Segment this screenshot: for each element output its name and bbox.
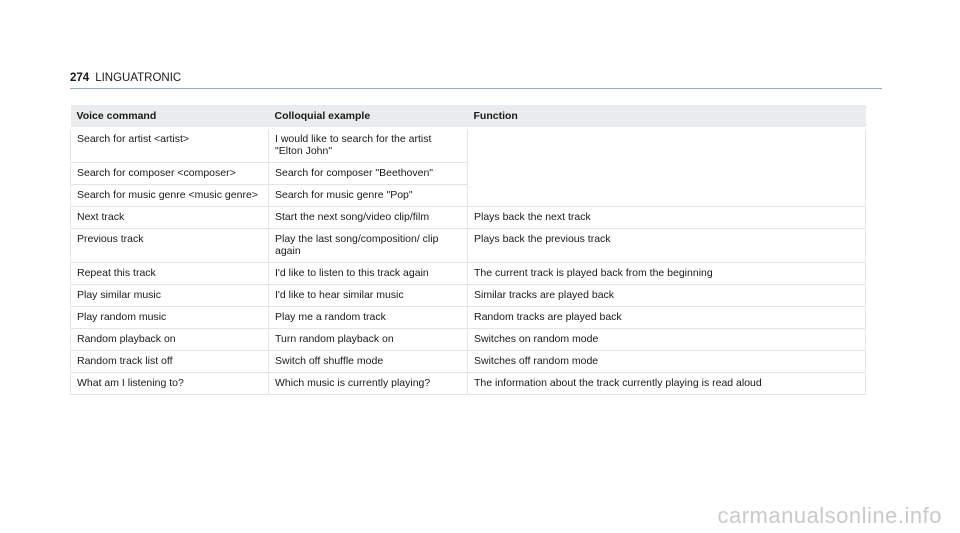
colloquial-example-cell: Start the next song/video clip/film <box>269 207 468 229</box>
table-row <box>71 128 866 163</box>
voice-command-cell: Previous track <box>71 229 269 263</box>
colloquial-example-cell: Play the last song/composition/ clip again <box>269 229 468 263</box>
function-cell: The current track is played back from the beginning <box>468 263 866 285</box>
voice-command-cell: Random playback on <box>71 329 269 351</box>
colloquial-example-cell: Play me a random track <box>269 307 468 329</box>
voice-command-cell: Next track <box>71 207 269 229</box>
voice-command-cell: What am I listening to? <box>71 373 269 395</box>
colloquial-example-cell: I'd like to listen to this track again <box>269 263 468 285</box>
table-row <box>71 263 866 285</box>
function-cell: Plays back the previous track <box>468 229 866 263</box>
voice-command-cell: Play random music <box>71 307 269 329</box>
voice-command-cell: Search for music genre <music genre> <box>71 185 269 207</box>
table-row <box>71 351 866 373</box>
table-header-row <box>71 105 866 128</box>
function-cell: Switches on random mode <box>468 329 866 351</box>
voice-command-cell: Repeat this track <box>71 263 269 285</box>
voice-command-cell: Search for artist <artist> <box>71 128 269 163</box>
voice-commands-table <box>70 105 866 395</box>
function-cell: Random tracks are played back <box>468 307 866 329</box>
column-header-function: Function <box>468 105 866 128</box>
column-header-voice-command: Voice command <box>71 105 269 128</box>
function-cell <box>468 128 866 207</box>
section-title: LINGUATRONIC <box>95 72 182 84</box>
table-row <box>71 329 866 351</box>
function-cell: Plays back the next track <box>468 207 866 229</box>
table-row <box>71 285 866 307</box>
function-cell: Switches off random mode <box>468 351 866 373</box>
table-row <box>71 229 866 263</box>
page-header <box>70 72 882 89</box>
function-cell: Similar tracks are played back <box>468 285 866 307</box>
table-row <box>71 307 866 329</box>
watermark: carmanualsonline.info <box>717 503 942 528</box>
colloquial-example-cell: I would like to search for the artist "Elton John" <box>269 128 468 163</box>
colloquial-example-cell: Switch off shuffle mode <box>269 351 468 373</box>
voice-command-cell: Search for composer <composer> <box>71 163 269 185</box>
colloquial-example-cell: Search for composer "Beethoven" <box>269 163 468 185</box>
colloquial-example-cell: Which music is currently playing? <box>269 373 468 395</box>
colloquial-example-cell: Search for music genre "Pop" <box>269 185 468 207</box>
table-row <box>71 373 866 395</box>
table-row <box>71 207 866 229</box>
voice-command-cell: Play similar music <box>71 285 269 307</box>
colloquial-example-cell: Turn random playback on <box>269 329 468 351</box>
colloquial-example-cell: I'd like to hear similar music <box>269 285 468 307</box>
voice-command-cell: Random track list off <box>71 351 269 373</box>
page-number: 274 <box>70 72 90 84</box>
function-cell: The information about the track currently playing is read aloud <box>468 373 866 395</box>
column-header-colloquial-example: Colloquial example <box>269 105 468 128</box>
